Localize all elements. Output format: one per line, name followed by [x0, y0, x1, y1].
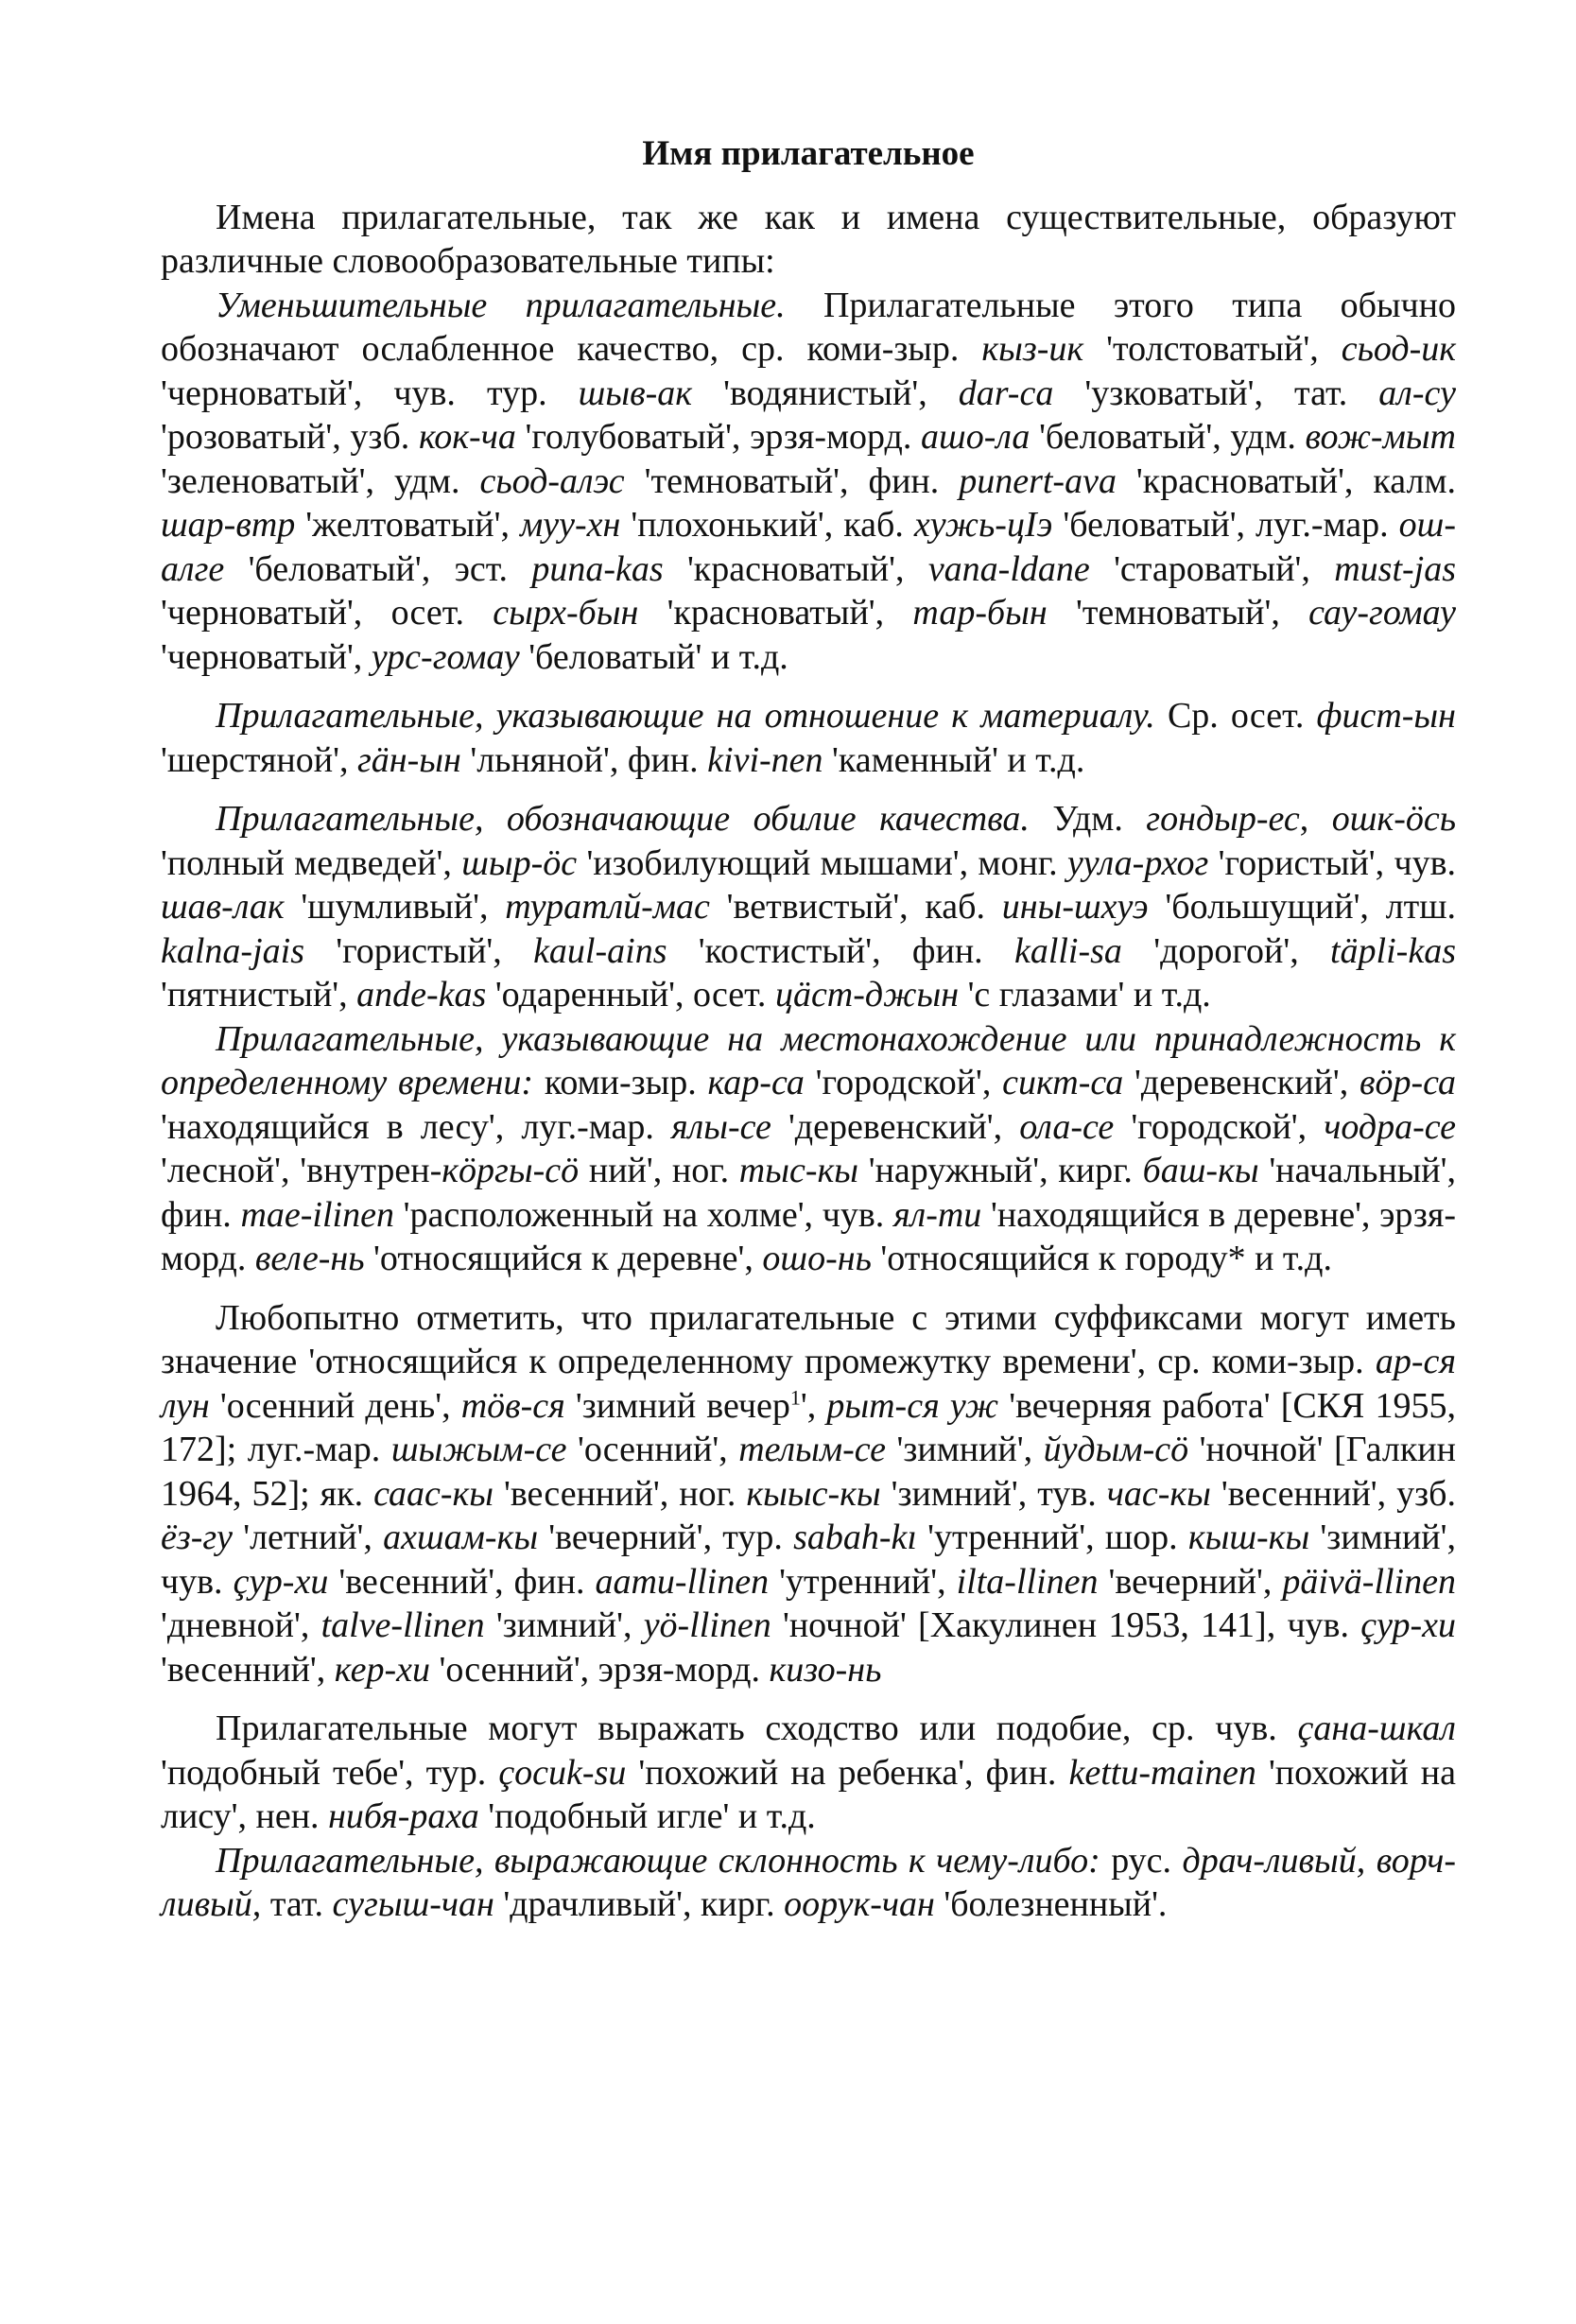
text-run: 'наружный', кирг. — [858, 1151, 1143, 1190]
example-word: кöргы-сö — [442, 1151, 580, 1190]
example-word: kaul-ains — [533, 930, 667, 971]
example-word: муу-хн — [519, 505, 621, 545]
text-run: Прилагательные этого типа обычно обозначают ослабленное качество, ср. коми-зыр. — [161, 285, 1456, 369]
example-word: ял-ти — [892, 1194, 982, 1235]
example-word: цäст-джын — [774, 975, 960, 1015]
text-run: 'беловатый', эст. — [224, 548, 532, 589]
text-run: 'городской', — [1114, 1106, 1325, 1147]
text-run: 'лесной', 'внутрен- — [161, 1151, 442, 1190]
example-word: сугыш-чан — [332, 1884, 494, 1924]
text-run: 'льняной', фин. — [460, 739, 708, 780]
example-word: yö-llinen — [643, 1605, 771, 1645]
text-run: Имена прилагательные, так же как и имена существительные, образуют различные словообразовательные типы: — [161, 197, 1456, 281]
example-word: puna-kas — [531, 548, 664, 589]
example-word: телым-се — [738, 1430, 886, 1469]
text-run: 'костистый', фин. — [667, 930, 1014, 971]
text-run: 'желтоватый', — [295, 505, 520, 545]
text-run: 'узковатый', тат. — [1053, 373, 1379, 413]
text-run: 'подобный тебе', тур. — [161, 1752, 499, 1793]
example-word: шыр-öс — [461, 842, 578, 883]
text-run: 'каменный' и т.д. — [823, 739, 1085, 780]
example-word: урс-гомау — [371, 636, 520, 677]
example-word: Прилагательные, указывающие на местонахождение или принадлежность к определенному времени: — [161, 1018, 1456, 1102]
example-word: dar-ca — [958, 373, 1054, 413]
example-word: сырх-бын — [493, 593, 639, 633]
example-word: ар-ся лун — [161, 1342, 1456, 1426]
paragraph — [161, 694, 1456, 782]
text-run: 'розоватый', узб. — [161, 417, 419, 457]
text-run: 'ночной' [Галкин 1964, 52]; як. — [161, 1430, 1456, 1514]
text-run: 'подобный игле' и т.д. — [478, 1796, 816, 1836]
example-word: ош-алге — [161, 505, 1456, 589]
example-word: кизо-нь — [769, 1649, 882, 1690]
example-word: уула-рхог — [1066, 842, 1209, 883]
text-run: 'черноватый', чув. тур. — [161, 373, 579, 413]
example-word: ашо-ла — [921, 417, 1030, 457]
text-run: 'летний', — [233, 1518, 384, 1557]
example-word: ande-kas — [356, 975, 487, 1015]
example-word: шыжым-се — [390, 1430, 567, 1469]
text-run: 'водянистый', — [692, 373, 959, 413]
example-word: çана-шкал — [1297, 1708, 1456, 1748]
text-run: 'красноватый', — [638, 593, 913, 633]
example-word: сау-гомау — [1308, 593, 1456, 633]
text-run: 'осенний', эрзя-морд. — [429, 1649, 770, 1690]
text-run: 'дневной', — [161, 1605, 321, 1645]
text-run: 'гористый', чув. — [1208, 842, 1457, 883]
example-word: саас-кы — [373, 1473, 494, 1514]
text-run: 'шумливый', — [284, 887, 506, 927]
example-word: кыыс-кы — [746, 1473, 881, 1514]
footnote-marker: 1 — [789, 1384, 801, 1409]
example-word: час-кы — [1106, 1473, 1211, 1514]
text-run: рус. — [1100, 1840, 1183, 1881]
example-word: кыш-кы — [1187, 1518, 1310, 1557]
text-run: 'городской', — [804, 1063, 1003, 1102]
example-word: фист-ын — [1316, 696, 1456, 736]
example-word: тыс-кы — [738, 1151, 859, 1190]
example-word: ахшам-кы — [383, 1518, 539, 1557]
example-word: сикт-са — [1002, 1063, 1124, 1102]
example-word: Прилагательные, выражающие склонность к чему-либо: — [216, 1840, 1100, 1881]
text-run: 'утренний', шор. — [916, 1518, 1188, 1557]
text-run: 'весенний', — [161, 1649, 335, 1690]
text-run: , — [1299, 799, 1332, 839]
example-word: Прилагательные, указывающие на отношение к материалу. — [216, 696, 1155, 736]
example-word: гондыр-ес — [1146, 799, 1300, 839]
example-word: ал-су — [1378, 373, 1456, 413]
text-run: 'относящийся к деревне', — [364, 1239, 763, 1278]
text-run: 'расположенный на холме', чув. — [393, 1194, 893, 1235]
text-run: 'толстоватый', — [1083, 329, 1342, 369]
text-run: 'беловатый', луг.-мар. — [1052, 505, 1399, 545]
paragraph — [161, 797, 1456, 1017]
text-run: 'деревенский', — [1123, 1063, 1360, 1102]
page-title: Имя прилагательное — [642, 134, 975, 173]
example-word: чодра-се — [1324, 1106, 1456, 1147]
text-run: 'зеленоватый', удм. — [161, 460, 480, 501]
paragraph — [161, 1707, 1456, 1839]
example-word: kalli-sa — [1013, 930, 1122, 971]
example-word: Прилагательные, обозначающие обилие качества. — [216, 799, 1030, 839]
text-run: ', — [800, 1385, 827, 1426]
example-word: kivi-nen — [707, 739, 823, 780]
text-run: 'зимний', чув. — [161, 1518, 1456, 1602]
text-run: 'драчливый', кирг. — [494, 1884, 785, 1924]
text-run: 'староватый', — [1089, 548, 1335, 589]
example-word: ины-шхуэ — [1001, 887, 1149, 927]
text-run: 'осенний день', — [209, 1385, 461, 1426]
text-run: 'весенний', узб. — [1210, 1473, 1456, 1514]
text-run: ний', ног. — [579, 1151, 739, 1190]
example-word: çур-хи — [1360, 1605, 1456, 1645]
example-word: тар-бын — [912, 593, 1048, 633]
example-word: kalna-jais — [161, 930, 304, 971]
text-run: 'голубоватый', эрзя-морд. — [515, 417, 922, 457]
text-run: 'вечерний', — [1098, 1561, 1283, 1602]
paragraph — [161, 1017, 1456, 1281]
text-run: 'красноватый', — [663, 548, 928, 589]
paragraph — [161, 284, 1456, 680]
example-word: ошк-öсь — [1331, 799, 1457, 839]
example-word: веле-нь — [254, 1239, 365, 1278]
text-run: Ср. осет. — [1154, 696, 1317, 736]
text-run: 'деревенский', — [771, 1106, 1020, 1147]
example-word: хужь-цIэ — [913, 505, 1053, 545]
text-run: 'плохонький', каб. — [620, 505, 914, 545]
example-word: çур-хи — [233, 1561, 329, 1602]
text-run: 'черноватый', — [161, 636, 372, 677]
text-run: Прилагательные могут выражать сходство или подобие, ср. чув. — [216, 1708, 1298, 1748]
paragraph — [161, 1839, 1456, 1927]
text-run: 'зимний', тув. — [880, 1473, 1107, 1514]
example-word: баш-кы — [1142, 1151, 1259, 1190]
example-word: вöр-са — [1359, 1063, 1457, 1102]
example-word: нибя-раха — [328, 1796, 479, 1836]
text-run: 'полный медведей', — [161, 842, 462, 883]
text-run: 'шерстяной', — [161, 739, 357, 780]
example-word: сьод-алэс — [479, 460, 625, 501]
text-run: 'темноватый', — [1047, 593, 1309, 633]
text-run: 'зимний', — [886, 1430, 1044, 1469]
example-word: punert-ava — [959, 460, 1117, 501]
example-word: ошо-нь — [762, 1239, 872, 1278]
text-run: 'пятнистый', — [161, 975, 357, 1015]
text-run: 'беловатый', удм. — [1030, 417, 1306, 457]
example-word: вож-мыт — [1305, 417, 1456, 457]
example-word: шав-лак — [161, 887, 285, 927]
example-word: оорук-чан — [784, 1884, 935, 1924]
example-word: драч-ливый, ворч-ливый, — [161, 1840, 1456, 1924]
text-run: 'зимний вечер — [564, 1385, 790, 1426]
example-word: talve-llinen — [320, 1605, 485, 1645]
example-word: ялы-се — [671, 1106, 771, 1147]
text-run: 'относящийся к городу* и т.д. — [871, 1239, 1332, 1278]
text-run: 'болезненный'. — [934, 1884, 1168, 1924]
text-run: 'вечерний', тур. — [538, 1518, 794, 1557]
example-word: sabah-kı — [793, 1518, 917, 1557]
example-word: aamu-llinen — [595, 1561, 770, 1602]
text-run: 'утренний', — [769, 1561, 957, 1602]
text-run: 'большущий', лтш. — [1148, 887, 1457, 927]
example-word: кар-са — [707, 1063, 805, 1102]
text-run: 'изобилующий мышами', монг. — [577, 842, 1067, 883]
text-run: Удм. — [1029, 799, 1147, 839]
text-run: 'находящийся в лесу', луг.-мар. — [161, 1106, 671, 1147]
text-run: 'черноватый', осет. — [161, 593, 494, 633]
text-run: 'дорогой', — [1121, 930, 1330, 971]
text-run: 'ночной' [Хакулинен 1953, 141], чув. — [771, 1605, 1361, 1645]
example-word: гäн-ын — [356, 739, 461, 780]
text-run: 'красноватый', калм. — [1116, 460, 1456, 501]
example-word: тöв-ся — [460, 1385, 565, 1426]
text-run: 'находящийся в деревне', эрзя-морд. — [161, 1194, 1457, 1278]
example-word: Уменьшительные прилагательные. — [216, 285, 786, 325]
example-word: кок-ча — [418, 417, 516, 457]
text-run: 'зимний', — [484, 1605, 644, 1645]
example-word: туратлй-мас — [505, 887, 710, 927]
example-word: шыв-ак — [578, 373, 693, 413]
example-word: рыт-ся уж — [826, 1385, 999, 1426]
text-run: Любопытно отметить, что прилагательные с этими суффиксами могут иметь значение 'относящийся к определенному промежутку времени', ср. коми-зыр. — [161, 1297, 1456, 1381]
example-word: must-jas — [1334, 548, 1457, 589]
example-word: vana-ldane — [927, 548, 1090, 589]
text-run: 'ветвистый', каб. — [709, 887, 1002, 927]
text-run: 'вечерняя работа' [СКЯ 1955, 172]; луг.-мар. — [161, 1385, 1456, 1469]
example-word: ёз-гу — [161, 1518, 234, 1557]
paragraph — [161, 196, 1456, 284]
document-body — [161, 196, 1456, 1927]
text-run: 'с глазами' и т.д. — [959, 975, 1211, 1015]
text-run: 'темноватый', фин. — [624, 460, 960, 501]
text-run: 'гористый', — [303, 930, 534, 971]
example-word: mae-ilinen — [240, 1194, 394, 1235]
example-word: кер-хи — [334, 1649, 430, 1690]
example-word: päivä-llinen — [1282, 1561, 1456, 1602]
text-run: 'весенний', ног. — [494, 1473, 747, 1514]
example-word: йудым-сö — [1043, 1430, 1189, 1469]
example-word: сьод-ик — [1341, 329, 1457, 369]
text-run: 'весенний', фин. — [328, 1561, 596, 1602]
text-run: 'начальный', фин. — [161, 1151, 1456, 1235]
example-word: шар-втр — [161, 505, 296, 545]
text-run: 'похожий на ребенка', фин. — [626, 1752, 1069, 1793]
text-run: 'осенний', — [566, 1430, 739, 1469]
text-run: 'беловатый' и т.д. — [519, 636, 788, 677]
example-word: kettu-mainen — [1068, 1752, 1256, 1793]
example-word: täpli-kas — [1330, 930, 1456, 971]
text-run: коми-зыр. — [533, 1063, 708, 1102]
example-word: çocuk-su — [498, 1752, 627, 1793]
text-run: тат. — [261, 1884, 333, 1924]
text-run: 'одаренный', осет. — [486, 975, 775, 1015]
document-page — [161, 132, 1456, 1927]
paragraph — [161, 1296, 1456, 1692]
example-word: кыз-ик — [981, 329, 1084, 369]
example-word: ола-се — [1019, 1106, 1115, 1147]
text-run: 'похожий на лису', нен. — [161, 1752, 1456, 1836]
example-word: ilta-llinen — [956, 1561, 1099, 1602]
